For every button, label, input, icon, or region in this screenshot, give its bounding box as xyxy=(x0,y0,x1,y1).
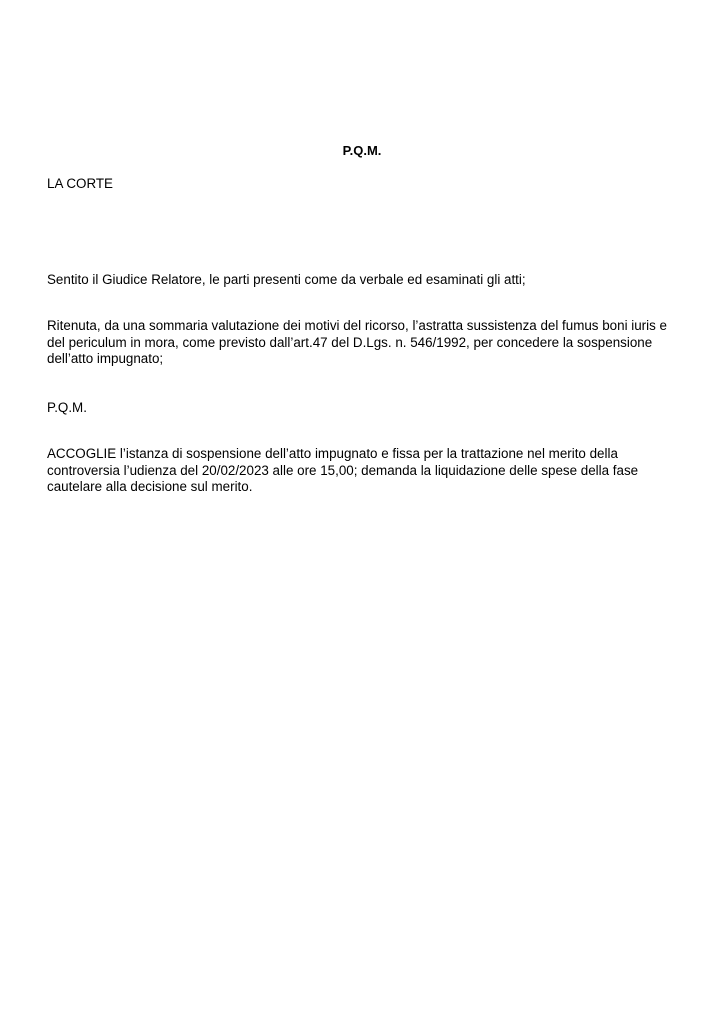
court-label: LA CORTE xyxy=(47,176,113,191)
pqm-repeat: P.Q.M. xyxy=(47,400,87,415)
paragraph-order: ACCOGLIE l’istanza di sospensione dell’atto impugnato e fissa per la trattazione nel merito della controversia l’udienza del 20/02/2023 alle ore 15,00; demanda la liquidazione delle spese della fase cautelare alla decisione sul merito. xyxy=(47,446,639,494)
paragraph-finding: Ritenuta, da una sommaria valutazione dei motivi del ricorso, l’astratta sussistenza del fumus boni iuris e del periculum in mora, come previsto dall’art.47 del D.Lgs. n. 546/1992, per concedere la sospensione dell’atto impugnato; xyxy=(47,318,667,366)
paragraph-heard: Sentito il Giudice Relatore, le parti presenti come da verbale ed esaminati gli atti; xyxy=(47,272,526,287)
pqm-heading: P.Q.M. xyxy=(342,143,382,158)
